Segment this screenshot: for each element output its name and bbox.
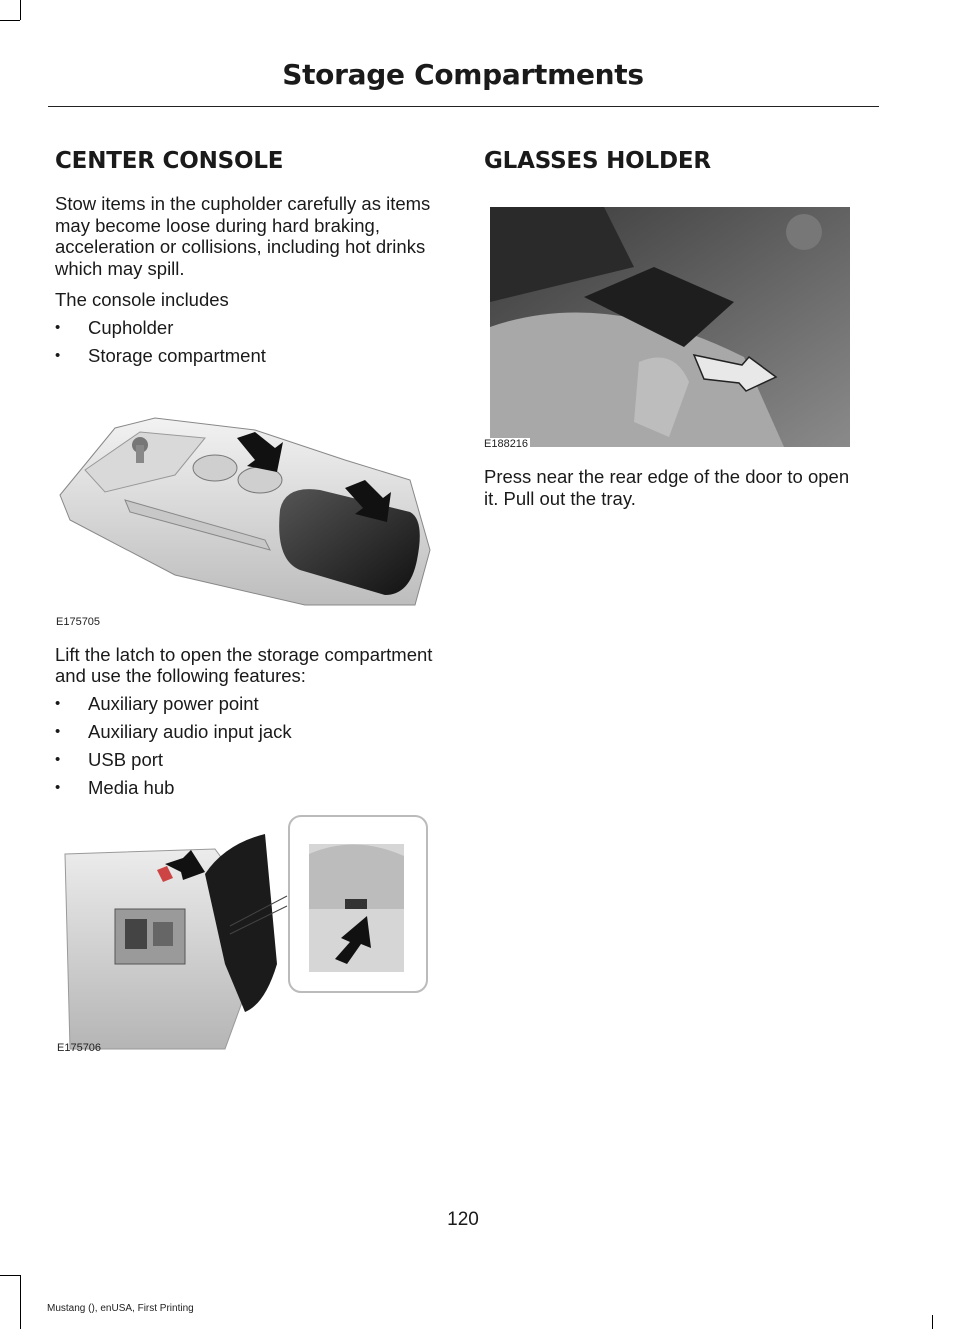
page-title: Storage Compartments <box>282 58 644 91</box>
glasses-holder-illustration <box>484 207 854 450</box>
list-item-text: Auxiliary power point <box>88 692 259 714</box>
list-item <box>55 342 447 370</box>
crop-mark <box>20 1275 21 1329</box>
print-info: Mustang (), enUSA, First Printing <box>47 1303 194 1314</box>
section-heading: CENTER CONSOLE <box>55 148 284 174</box>
bullet-list <box>55 314 447 370</box>
list-item <box>55 774 447 802</box>
list-item <box>55 746 447 774</box>
list-item-text: Auxiliary audio input jack <box>88 720 292 742</box>
crop-mark <box>0 20 20 21</box>
list-item <box>55 690 447 718</box>
figure-code: E175706 <box>57 1041 102 1054</box>
center-console-illustration <box>55 400 447 612</box>
paragraph: The console includes <box>55 289 229 310</box>
paragraph: Lift the latch to open the storage compartment and use the following features: <box>55 643 433 686</box>
figure-code: E188216 <box>484 438 529 450</box>
crop-mark <box>0 1275 20 1276</box>
bullet-icon: • <box>55 318 61 336</box>
title-divider <box>48 106 879 107</box>
bullet-icon: • <box>55 694 61 712</box>
paragraph: Press near the rear edge of the door to open it. Pull out the tray. <box>484 466 850 509</box>
bullet-icon: • <box>55 778 61 796</box>
glasses-holder-section <box>484 140 854 509</box>
list-item-text: Cupholder <box>88 316 174 338</box>
crop-mark <box>20 0 21 20</box>
list-item <box>55 314 447 342</box>
list-item <box>55 718 447 746</box>
storage-compartment-illustration <box>55 814 447 1052</box>
bullet-icon: • <box>55 722 61 740</box>
paragraph: Stow items in the cupholder carefully as items may become loose during hard braking, acceleration or collisions, including hot drinks which may spill. <box>55 193 431 279</box>
list-item-text: USB port <box>88 748 164 770</box>
list-item-text: Storage compartment <box>88 344 266 366</box>
figure-code: E175705 <box>56 615 101 628</box>
list-item-text: Media hub <box>88 776 175 798</box>
bullet-icon: • <box>55 750 61 768</box>
center-console-section <box>55 140 447 1052</box>
crop-mark <box>932 1315 933 1329</box>
bullet-list <box>55 690 447 802</box>
page-number: 120 <box>447 1209 479 1230</box>
section-heading: GLASSES HOLDER <box>484 148 711 174</box>
bullet-icon: • <box>55 346 61 364</box>
